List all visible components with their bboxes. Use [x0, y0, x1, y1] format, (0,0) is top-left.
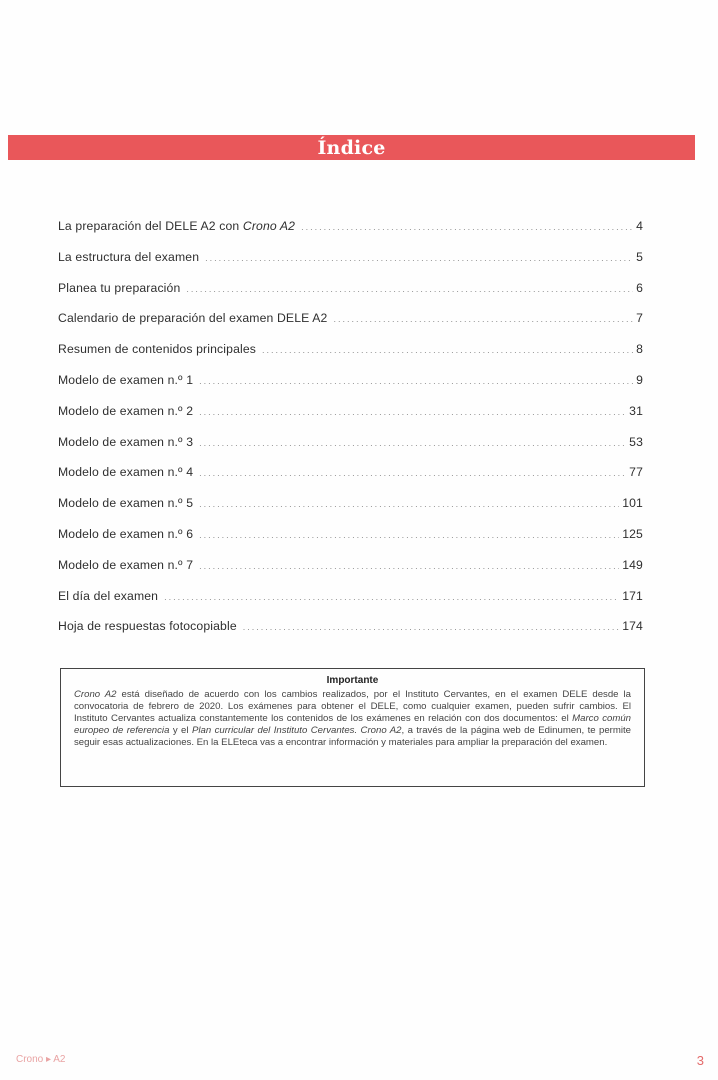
toc-entry[interactable] [58, 527, 643, 558]
toc-entry-title [58, 558, 193, 572]
dot-leader [199, 530, 619, 540]
toc-entry[interactable] [58, 619, 643, 650]
toc-entry-title-text: Modelo de examen n.º 4 [58, 465, 194, 480]
toc-entry-title-text: El día del examen [58, 588, 159, 603]
toc-entry-page: 31 [629, 403, 643, 418]
toc-entry-title-text: Modelo de examen n.º 2 [58, 403, 194, 418]
dot-leader [205, 253, 633, 263]
toc-entry-title-text: Modelo de examen n.º 3 [58, 434, 194, 449]
dot-leader [199, 499, 619, 509]
toc-entry[interactable] [58, 404, 643, 435]
toc-entry-page: 7 [636, 311, 643, 326]
toc-entry[interactable] [58, 281, 643, 312]
toc-entry-title-text: Planea tu preparación [58, 280, 181, 295]
toc-entry-title-text: Resumen de contenidos principales [58, 342, 257, 357]
note-italic-3: Plan curricular del Instituto Cervantes. Crono A2 [191, 725, 402, 737]
toc-entry-page: 149 [622, 557, 643, 572]
toc-entry-page: 5 [636, 249, 643, 264]
note-italic-1: Crono A2 [74, 689, 117, 700]
dot-leader [262, 345, 633, 355]
toc-entry-page: 8 [636, 342, 643, 357]
toc-entry-title-text: Modelo de examen n.º 7 [58, 557, 194, 572]
toc-entry[interactable] [58, 342, 643, 373]
note-text-3: , a través de la página web de Edinumen, te permite seguir esas actualizaciones. En la ELEteca vas a encontrar información y materiales para ampliar la preparación del examen. [74, 725, 631, 749]
dot-leader [186, 284, 633, 294]
dot-leader [243, 622, 619, 632]
toc-entry-title-italic: Crono A2 [242, 219, 296, 233]
toc-entry-title-text: Modelo de examen n.º 1 [58, 372, 194, 387]
toc-entry-page: 9 [636, 372, 643, 387]
footer-brand: Crono ▸ A2 [16, 1054, 66, 1065]
toc-entry-page: 4 [636, 219, 643, 233]
toc-entry-title [58, 311, 327, 325]
toc-entry-title [58, 404, 193, 418]
dot-leader [333, 314, 633, 324]
dot-leader [301, 222, 633, 232]
toc-entry-title [58, 589, 158, 603]
toc-entry-title [58, 619, 237, 633]
toc-entry-title [58, 373, 193, 387]
dot-leader [199, 376, 633, 386]
toc-entry-title-text: Calendario de preparación del examen DELE A2 [58, 311, 328, 326]
index-header-bar [8, 135, 695, 160]
toc-entry-title [58, 342, 256, 356]
toc-entry-page: 101 [622, 496, 643, 511]
toc-entry-title [58, 496, 193, 510]
toc-entry[interactable] [58, 311, 643, 342]
page-title: Índice [317, 136, 386, 159]
note-text-2: y el [169, 725, 192, 737]
toc-entry[interactable] [58, 465, 643, 496]
toc-entry-title-text: Modelo de examen n.º 5 [58, 496, 194, 511]
toc-entry[interactable] [58, 589, 643, 620]
toc-entry-title [58, 527, 193, 541]
important-note-box [60, 668, 645, 787]
toc-entry[interactable] [58, 373, 643, 404]
toc-entry[interactable] [58, 496, 643, 527]
toc-entry-page: 174 [622, 619, 643, 634]
note-body [74, 689, 631, 749]
toc-entry-title-text: La estructura del examen [58, 249, 200, 264]
dot-leader [199, 468, 626, 478]
toc-entry-title [58, 281, 180, 295]
toc-entry[interactable] [58, 435, 643, 466]
dot-leader [199, 561, 619, 571]
toc-entry-title [58, 219, 295, 233]
note-italic-2: Marco común europeo de referencia [74, 713, 631, 737]
toc-entry-title-text: Modelo de examen n.º 6 [58, 526, 194, 541]
toc-entry-title [58, 465, 193, 479]
toc-entry-title [58, 435, 193, 449]
page-number: 3 [696, 1053, 704, 1068]
toc-entry-page: 6 [636, 280, 643, 295]
note-text-1: está diseñado de acuerdo con los cambios realizados, por el Instituto Cervantes, en el examen DELE desde la convocatoria de febrero de 2020. Los exámenes para obtener el DELE, como cualquier examen, pueden sufrir cambios. El Instituto Cervantes actualiza constantemente los contenidos de los exámenes en relación con dos documentos: el [74, 689, 631, 725]
dot-leader [199, 438, 626, 448]
toc-entry[interactable] [58, 558, 643, 589]
toc-entry[interactable] [58, 250, 643, 281]
note-title: Importante [326, 675, 379, 686]
toc-entry-page: 125 [622, 526, 643, 541]
toc-entry[interactable] [58, 219, 643, 250]
dot-leader [164, 592, 619, 602]
toc-entry-title-text: La preparación del DELE A2 con [58, 219, 243, 233]
toc-entry-title [58, 250, 199, 264]
toc-entry-page: 77 [629, 465, 643, 480]
toc-entry-page: 53 [629, 434, 643, 449]
table-of-contents [58, 219, 643, 650]
toc-entry-title-text: Hoja de respuestas fotocopiable [58, 619, 237, 634]
dot-leader [199, 407, 626, 417]
toc-entry-page: 171 [622, 588, 643, 603]
